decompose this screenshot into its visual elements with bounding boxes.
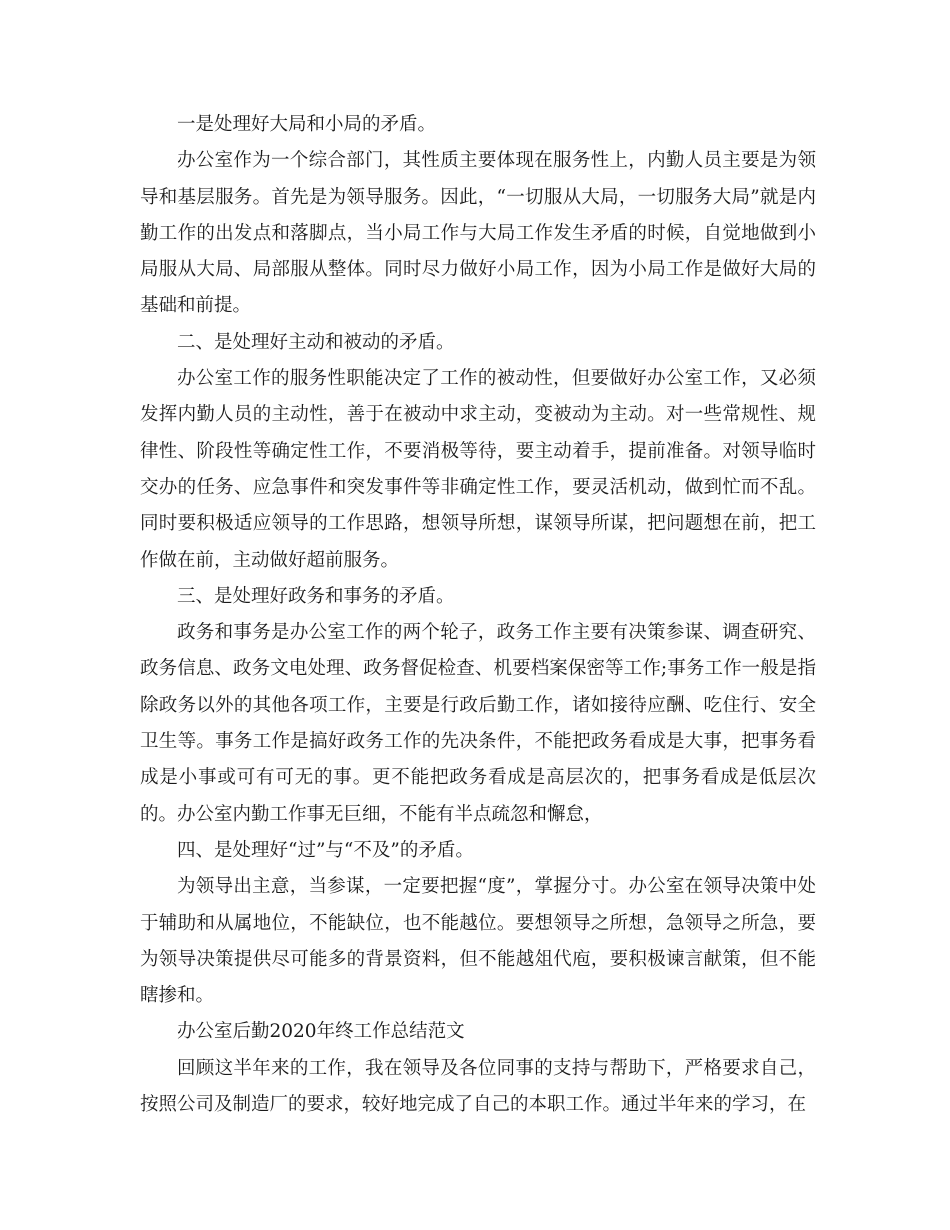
body-paragraph-2: 办公室工作的服务性职能决定了工作的被动性，但要做好办公室工作，又必须发挥内勤人员的主动性，善于在被动中求主动，变被动为主动。对一些常规性、规律性、阶段性等确定性工作，不要消极等待，要主动着手，提前准备。对领导临时交办的任务、应急事件和突发事件等非确定性工作，要灵活机动，做到忙而不乱。同时要积极适应领导的工作思路，想领导所想，谋领导所谋，把问题想在前，把工作做在前，主动做好超前服务。 xyxy=(140,368,816,571)
body-paragraph-5: 回顾这半年来的工作，我在领导及各位同事的支持与帮助下，严格要求自己，按照公司及制造厂的要求，较好地完成了自己的本职工作。通过半年来的学习，在 xyxy=(140,1057,816,1116)
section-heading-2: 二、是处理好主动和被动的矛盾。 xyxy=(177,331,455,353)
body-paragraph-3: 政务和事务是办公室工作的两个轮子，政务工作主要有决策参谋、调查研究、政务信息、政务文电处理、政务督促检查、机要档案保密等工作;事务工作一般是指除政务以外的其他各项工作，主要是行政后勤工作，诸如接待应酬、吃住行、安全卫生等。事务工作是搞好政务工作的先决条件，不能把政务看成是大事，把事务看成是小事或可有可无的事。更不能把政务看成是高层次的，把事务看成是低层次的。办公室内勤工作事无巨细，不能有半点疏忽和懈怠， xyxy=(140,622,816,825)
article-title: 办公室后勤2020年终工作总结范文 xyxy=(177,1021,465,1043)
section-heading-1: 一是处理好大局和小局的矛盾。 xyxy=(177,114,437,135)
document-page xyxy=(140,107,816,1123)
section-heading-4: 四、是处理好“过”与“不及”的矛盾。 xyxy=(177,839,474,861)
body-paragraph-1: 办公室作为一个综合部门，其性质主要体现在服务性上，内勤人员主要是为领导和基层服务。首先是为领导服务。因此，“一切服从大局，一切服务大局”就是内勤工作的出发点和落脚点，当小局工作与大局工作发生矛盾的时候，自觉地做到小局服从大局、局部服从整体。同时尽力做好小局工作，因为小局工作是做好大局的基础和前提。 xyxy=(140,150,816,317)
body-paragraph-4: 为领导出主意，当参谋，一定要把握“度”，掌握分寸。办公室在领导决策中处于辅助和从属地位，不能缺位，也不能越位。要想领导之所想，急领导之所急，要为领导决策提供尽可能多的背景资料，但不能越俎代庖，要积极谏言献策，但不能瞎掺和。 xyxy=(140,876,816,1007)
section-heading-3: 三、是处理好政务和事务的矛盾。 xyxy=(177,585,455,607)
